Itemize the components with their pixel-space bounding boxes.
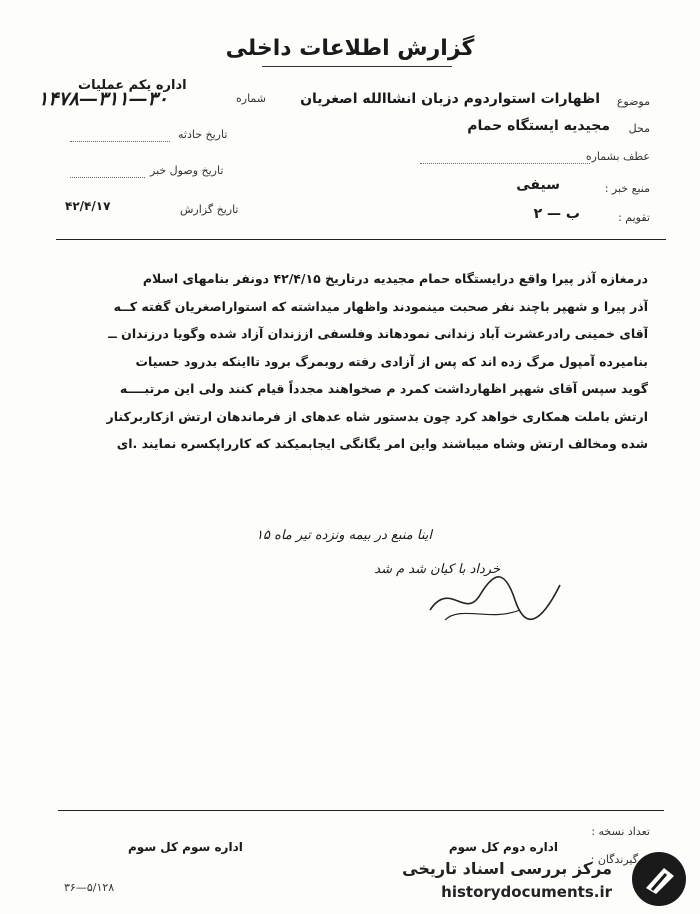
watermark-title: مرکز بررسی اسناد تاریخی: [402, 859, 612, 878]
subject-value: اظهارات استواردوم دزبان انشاالله اصغریان: [300, 91, 600, 107]
title-underline: [262, 66, 452, 67]
archive-logo-icon: [630, 850, 688, 908]
document-code: ۵/۱۲۸—۳۶: [64, 881, 115, 894]
place-value: مجیدیه ایستگاه حمام: [467, 118, 610, 134]
place-label: محل: [628, 122, 650, 135]
department: اداره یکم عملیات: [78, 78, 187, 93]
body-line: درمغازه آذر پیرا واقع درایستگاه حمام مجیدیه درتاریخ ۴۲/۴/۱۵ دونفر بنامهای اسلام: [142, 271, 648, 286]
rating-label: تقویم :: [618, 211, 650, 224]
ref-dots: [420, 162, 590, 164]
number-label: شماره: [236, 92, 267, 105]
number-value: ۳۰—۳۱۱—۱۴۷۸: [38, 88, 168, 110]
recipients-label: گیرندگان :: [590, 853, 638, 866]
body-line: آذر پیرا و شهپر باچند نفر صحبت مینمودند واظهار میداشته که استواراصغریان گفته کــه: [113, 298, 648, 314]
watermark-url: historydocuments.ir: [441, 883, 612, 901]
recipient-2: اداره سوم کل سوم: [128, 840, 243, 854]
body-line: گوید سپس آقای شهپر اظهارداشت کمرد م صخواهند مجدداً قیام کنند ولی این مرتبــــه: [119, 381, 648, 396]
report-date-label: تاریخ گزارش: [180, 203, 239, 216]
body-line: ارتش باملت همکاری خواهد کرد چون بدستور شاه عدهای از فرماندهان ارتش ازکاربرکنار: [106, 408, 648, 424]
handwritten-note-line1: اینا منبع در بیمه ونزده تیر ماه ۱۵: [256, 528, 432, 543]
header-divider: [56, 239, 666, 240]
recipient-1: اداره دوم کل سوم: [448, 840, 558, 854]
handwritten-note-line2: خرداد با کیان شد م شد: [374, 562, 500, 577]
received-date-label: تاریخ وصول خبر: [150, 164, 224, 177]
incident-date-dots: [70, 140, 170, 142]
incident-date-label: تاریخ حادثه: [178, 128, 228, 141]
ref-label: عطف بشماره: [585, 150, 650, 163]
body-line: آقای خمینی رادرعشرت آباد زندانی نمودهاند وفلسفی اززندان آزاد شده وگویا درزندان ــ: [108, 326, 648, 341]
subject-label: موضوع: [616, 95, 650, 108]
rating-value: ب — ۲: [533, 206, 580, 222]
copies-label: تعداد نسخه :: [591, 825, 650, 838]
body-line: شده ومخالف ارتش وشاه میباشند واین امر یگانگی ایجابمیکند که کارراپکسره نمایند .ای: [116, 436, 648, 451]
report-date-value: ۴۲/۴/۱۷: [65, 199, 111, 213]
source-label: منبع خبر :: [604, 182, 650, 195]
report-title: گزارش اطلاعات داخلی: [225, 36, 475, 61]
footer-divider: [58, 810, 664, 811]
received-date-dots: [70, 176, 145, 178]
signature-scribble: [420, 560, 570, 630]
source-value: سیفی: [516, 177, 560, 193]
report-body: [58, 265, 648, 458]
body-line: بنامیرده آمپول مرگ زده اند که پس از آزادی رفته روبمرگ برود تااینکه بدرود حسیات: [135, 353, 648, 369]
